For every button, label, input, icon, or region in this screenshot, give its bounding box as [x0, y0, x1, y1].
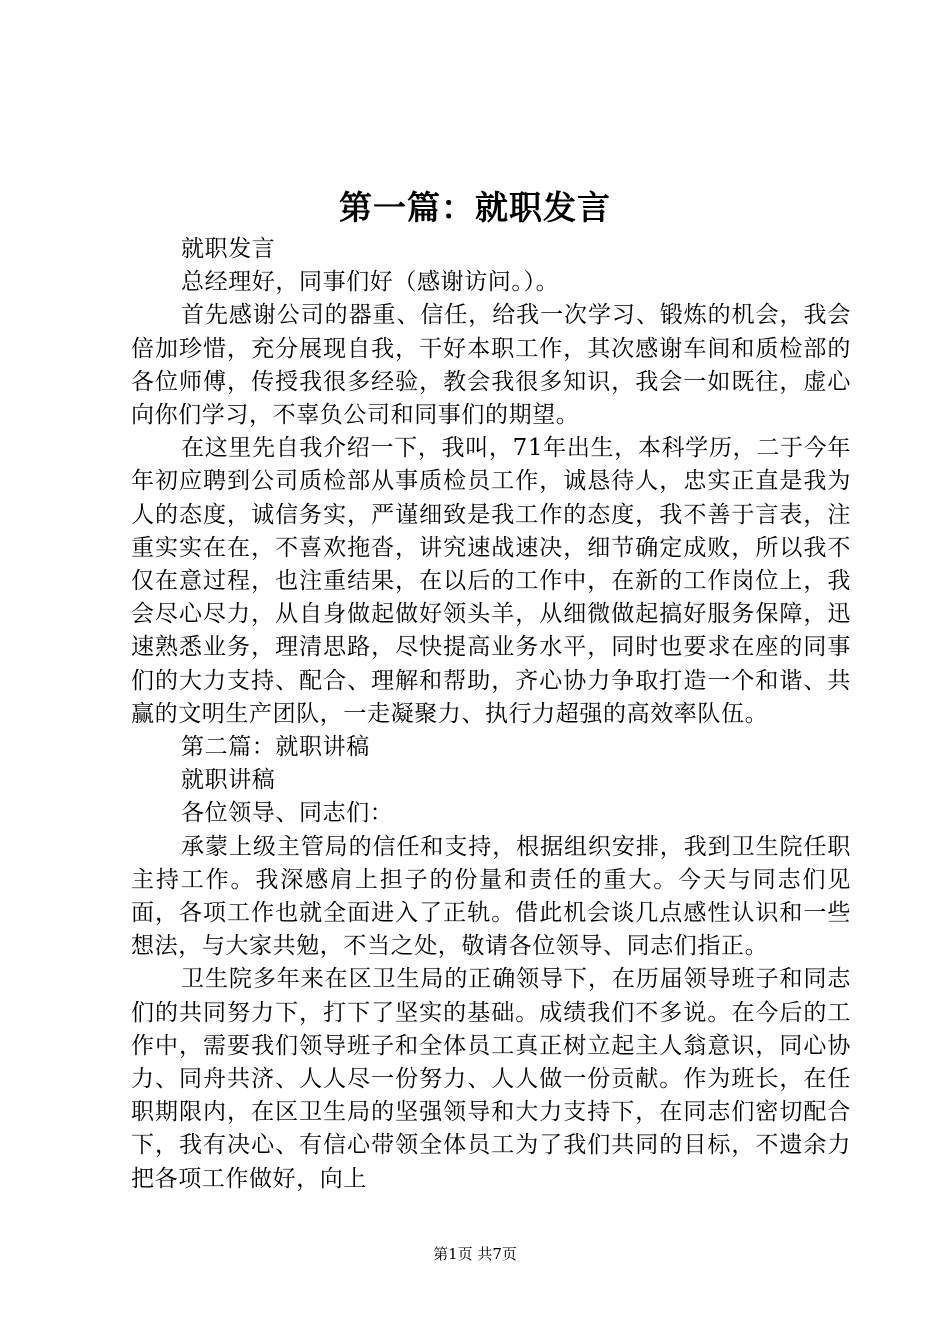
paragraph-greeting-2: 各位领导、同志们：	[181, 800, 394, 827]
paragraph-hospital: 卫生院多年来在区卫生局的正确领导下，在历届领导班子和同志们的共同努力下，打下了坚实的基础。成绩我们不多说。在今后的工作中，需要我们领导班子和全体员工真正树立起主人翁意识，同心协力、同舟共济、人人尽一份努力、人人做一份贡献。作为班长，在任职期限内，在区卫生局的坚强领导和大力支持下，在同志们密切配合下，我有决心、有信心带领全体员工为了我们共同的目标，不遗余力把各项工作做好，向上	[131, 966, 851, 1192]
document-body	[131, 233, 851, 1196]
paragraph-self-intro: 在这里先自我介绍一下，我叫，71年出生，本科学历，二于今年年初应聘到公司质检部从事质检员工作，诚恳待人，忠实正直是我为人的态度，诚信务实，严谨细致是我工作的态度，我不善于言表，注重实实在在，不喜欢拖沓，讲究速战速决，细节确定成败，所以我不仅在意过程，也注重结果，在以后的工作中，在新的工作岗位上，我会尽心尽力，从自身做起做好领头羊，从细微做起搞好服务保障，迅速熟悉业务，理清思路，尽快提高业务水平，同时也要求在座的同事们的大力支持、配合、理解和帮助，齐心协力争取打造一个和谐、共赢的文明生产团队，一走凝聚力、执行力超强的高效率队伍。	[131, 435, 851, 727]
paragraph-subtitle-1: 就职发言	[181, 236, 276, 262]
paragraph-section-2-heading: 第二篇：就职讲稿	[181, 734, 370, 761]
paragraph-subtitle-2: 就职讲稿	[181, 767, 276, 794]
paragraph-appointment: 承蒙上级主管局的信任和支持，根据组织安排，我到卫生院任职主持工作。我深感肩上担子的份量和责任的重大。今天与同志们见面，各项工作也就全面进入了正轨。借此机会谈几点感性认识和一些想法，与大家共勉，不当之处，敬请各位领导、同志们指正。	[131, 833, 851, 960]
page-footer: 第1页 共7页	[433, 1245, 517, 1263]
paragraph-thanks: 首先感谢公司的器重、信任，给我一次学习、锻炼的机会，我会倍加珍惜，充分展现自我，干好本职工作，其次感谢车间和质检部的各位师傅，传授我很多经验，教会我很多知识，我会一如既往，虚心向你们学习，不辜负公司和同事们的期望。	[131, 302, 851, 429]
paragraph-greeting-1: 总经理好，同事们好（感谢访问。）。	[181, 269, 560, 296]
page-title: 第一篇：就职发言	[339, 188, 611, 227]
